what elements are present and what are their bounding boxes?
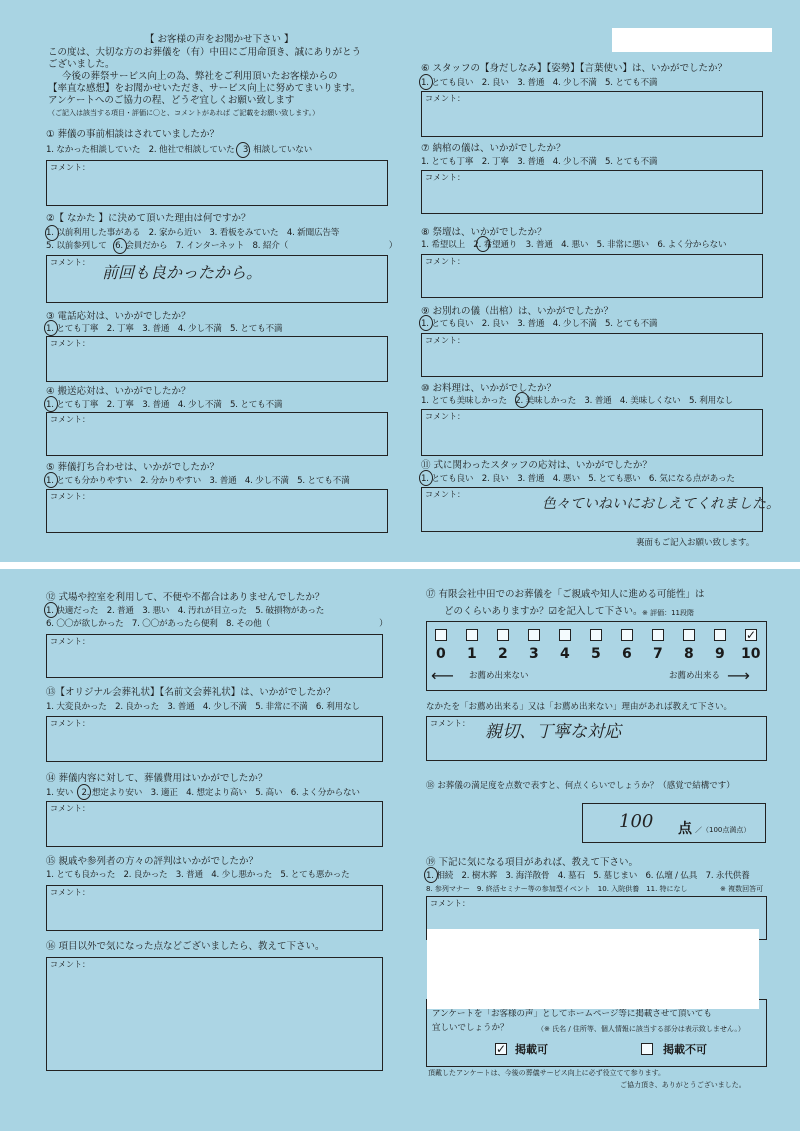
comment-label: コメント：: [50, 637, 90, 646]
scale-number: 9: [715, 646, 725, 662]
checkmark-icon: ✓: [746, 628, 757, 642]
scale-number: 7: [653, 646, 663, 662]
comment-box-6[interactable]: [421, 91, 763, 137]
scale-checkbox[interactable]: [683, 629, 695, 641]
scale-number: 1: [467, 646, 477, 662]
comment-label: コメント：: [425, 490, 465, 499]
question-13-options: 1. 大変良かった 2. 良かった 3. 普通 4. 少し不満 5. 非常に不満 6. 利用なし: [46, 702, 360, 712]
intro-line: 【率直な感想】をお聞かせいただき、サービス向上に努めてまいります。: [48, 83, 361, 94]
comment-box-12[interactable]: [46, 634, 383, 678]
question-15-options: 1. とても良かった 2. 良かった 3. 普通 4. 少し悪かった 5. とても悪かった: [46, 870, 350, 880]
question-8-options: 1. 希望以上 2. 希望通り 3. 普通 4. 悪い 5. 非常に悪い 6. よく分からない: [421, 240, 727, 250]
question-4: ④ 搬送応対は、いかがでしたか？: [46, 386, 191, 397]
comment-label: コメント：: [430, 719, 470, 728]
rating-note: ※ 評価：11段階: [642, 609, 694, 617]
arrow-right-icon: ⟶: [727, 666, 750, 685]
recommend-reason-prompt: なかたを「お薦め出来る」又は「お薦め出来ない」理由があれば教えて下さい。: [426, 702, 733, 712]
comment-label: コメント：: [425, 257, 465, 266]
comment-label: コメント：: [50, 258, 90, 267]
recommend-scale: [426, 621, 767, 691]
question-12: ⑫ 式場や控室を利用して、不便や不都合はありませんでしたか？: [46, 592, 325, 603]
answer-circle: [44, 396, 58, 412]
answer-circle: [419, 315, 433, 331]
question-10-options: 1. とても美味しかった 2. 美味しかった 3. 普通 4. 美味しくない 5. 利用なし: [421, 396, 733, 406]
answer-circle: [419, 470, 433, 486]
survey-page-front: [0, 0, 800, 562]
scale-checkbox[interactable]: [590, 629, 602, 641]
comment-label: コメント：: [50, 804, 90, 813]
question-11-options: 1. とても良い 2. 良い 3. 普通 4. 悪い 5. とても悪い 6. 気になる点があった: [421, 474, 735, 484]
answer-circle: [515, 392, 529, 408]
score-unit: 点: [678, 821, 692, 837]
answer-circle: [476, 236, 490, 252]
redacted-box: [612, 28, 772, 52]
scale-right-label: お薦め出来る: [669, 671, 721, 681]
intro-line: アンケートへのご協力の程、どうぞ宜しくお願い致します: [48, 95, 295, 106]
closing-thanks: ご協力頂き、ありがとうございました。: [620, 1081, 746, 1089]
comment-box-15[interactable]: [46, 885, 383, 931]
scale-number: 5: [591, 646, 601, 662]
publish-no-label: 掲載不可: [663, 1043, 707, 1056]
intro-line: この度は、大切な方のお葬儀を（有）中田にご用命頂き、誠にありがとう: [48, 47, 362, 58]
answer-circle: [113, 238, 127, 254]
question-17: ⑰ 有限会社中田でのお葬儀を「ご親戚や知人に進める可能性」は: [426, 589, 705, 600]
answer-circle: [419, 74, 433, 90]
comment-label: コメント：: [50, 888, 90, 897]
question-19-options: 1. 相続 2. 樹木葬 3. 海洋散骨 4. 墓石 5. 墓じまい 6. 仏壇 / 仏具 7. 永代供養: [426, 871, 750, 881]
question-6-options: 1. とても良い 2. 良い 3. 普通 4. 少し不満 5. とても不満: [421, 78, 658, 88]
question-12-options: 6. 〇〇が欲しかった 7. 〇〇があったら便利 8. その他（ ）: [46, 619, 388, 629]
question-7-options: 1. とても丁寧 2. 丁寧 3. 普通 4. 少し不満 5. とても不満: [421, 157, 658, 167]
scale-number: 6: [622, 646, 632, 662]
comment-label: コメント：: [50, 719, 90, 728]
question-13: ⑬【オリジナル会葬礼状】【名前文会葬礼状】は、いかがでしたか？: [46, 687, 336, 698]
comment-box-16[interactable]: [46, 957, 383, 1071]
comment-box-13[interactable]: [46, 716, 383, 762]
closing-note: 頂戴したアンケートは、今後の葬儀サービス向上に必ず役立てて参ります。: [428, 1069, 666, 1077]
question-7: ⑦ 納棺の儀は、いかがでしたか？: [421, 143, 566, 154]
scale-checkbox[interactable]: [466, 629, 478, 641]
comment-box-8[interactable]: [421, 254, 763, 298]
question-2-options: 1. 以前利用した事がある 2. 家から近い 3. 看板をみていた 4. 新聞広告等: [46, 228, 340, 238]
comment-label: コメント：: [425, 94, 465, 103]
multi-answer-note: ※ 複数回答可: [720, 885, 764, 893]
comment-box-9[interactable]: [421, 333, 763, 377]
question-2-options: 5. 以前参列して 6. 会員だから 7. インターネット 8. 紹介（ ）: [46, 241, 398, 251]
comment-label: コメント：: [50, 492, 90, 501]
comment-box-1[interactable]: [46, 160, 388, 206]
satisfaction-score-box[interactable]: [582, 803, 766, 843]
survey-page-back: [0, 569, 800, 1131]
intro-line: ございました。: [48, 59, 115, 70]
scale-number: 0: [436, 646, 446, 662]
question-9: ⑨ お別れの儀（出棺）は、いかがでしたか？: [421, 306, 614, 317]
comment-box-5[interactable]: [46, 489, 388, 533]
question-3: ③ 電話応対は、いかがでしたか？: [46, 311, 191, 322]
scale-checkbox[interactable]: [621, 629, 633, 641]
scale-number: 4: [560, 646, 570, 662]
question-14-options: 1. 安い 2. 想定より安い 3. 適正 4. 想定より高い 5. 高い 6. よく分からない: [46, 788, 360, 798]
publish-no-checkbox[interactable]: [641, 1043, 653, 1055]
comment-label: コメント：: [50, 960, 90, 969]
comment-box-3[interactable]: [46, 336, 388, 382]
handwritten-comment: 前回も良かったから。: [102, 263, 263, 282]
intro-note: （ご記入は該当する項目・評価に〇と、コメントがあれば ご記載をお願い致します。）: [48, 109, 320, 117]
question-3-options: 1. とても丁寧 2. 丁寧 3. 普通 4. 少し不満 5. とても不満: [46, 324, 283, 334]
handwritten-comment: 色々ていねいにおしえてくれました。: [542, 496, 780, 512]
question-8: ⑧ 祭壇は、いかがでしたか？: [421, 227, 547, 238]
survey-title: 【 お客様の声をお聞かせ下さい 】: [145, 34, 294, 45]
comment-box-17[interactable]: [426, 716, 767, 761]
comment-label: コメント：: [50, 163, 90, 172]
score-max: ／（100点満点）: [695, 826, 751, 834]
comment-label: コメント：: [430, 899, 470, 908]
intro-line: 今後の葬祭サービス向上の為、弊社をご利用頂いたお客様からの: [62, 71, 338, 82]
question-19-options: 8. 参列マナー 9. 終活セミナー等の参加型イベント 10. 入院供養 11. 特になし: [426, 885, 688, 893]
comment-label: コメント：: [50, 339, 90, 348]
question-19: ⑲ 下記に気になる項目があれば、教えて下さい。: [426, 857, 639, 868]
publish-permission-box: [426, 999, 767, 1067]
answer-circle: [236, 142, 250, 158]
privacy-note: （※ 氏名 / 住所等、個人情報に該当する部分は表示致しません。）: [537, 1025, 745, 1033]
question-1-options: 1. なかった相談していた 2. 他社で相談していた 3. 相談していない: [46, 145, 313, 155]
publish-question: アンケートを「お客様の声」としてホームページ等に掲載させて頂いても: [432, 1009, 712, 1019]
scale-checkbox[interactable]: [652, 629, 664, 641]
scale-checkbox[interactable]: [435, 629, 447, 641]
question-1: ① 葬儀の事前相談はされていましたか？: [46, 129, 220, 140]
scale-checkbox[interactable]: [497, 629, 509, 641]
question-15: ⑮ 親戚や参列者の方々の評判はいかがでしたか？: [46, 856, 259, 867]
answer-circle: [44, 602, 58, 618]
scale-number: 2: [498, 646, 508, 662]
question-18: ⑱ お葬儀の満足度を点数で表すと、何点くらいでしょうか？（感覚で結構です）: [426, 781, 735, 791]
answer-circle: [77, 784, 91, 800]
comment-label: コメント：: [425, 173, 465, 182]
publish-yes-label: 掲載可: [515, 1043, 548, 1056]
answer-circle: [45, 225, 59, 241]
comment-box-10[interactable]: [421, 409, 763, 456]
question-11: ⑪ 式に関わったスタッフの応対は、いかがでしたか？: [421, 460, 652, 471]
scale-checkbox[interactable]: [714, 629, 726, 641]
question-10: ⑩ お料理は、いかがでしたか？: [421, 383, 557, 394]
comment-label: コメント：: [425, 412, 465, 421]
question-4-options: 1. とても丁寧 2. 丁寧 3. 普通 4. 少し不満 5. とても不満: [46, 400, 283, 410]
publish-yes-checkbox[interactable]: [495, 1043, 507, 1055]
comment-label: コメント：: [425, 336, 465, 345]
scale-number: 10: [741, 646, 761, 662]
scale-checkbox[interactable]: [528, 629, 540, 641]
checkmark-icon: ✓: [496, 1042, 507, 1056]
scale-number: 3: [529, 646, 539, 662]
comment-box-4[interactable]: [46, 412, 388, 456]
question-9-options: 1. とても良い 2. 良い 3. 普通 4. 少し不満 5. とても不満: [421, 319, 658, 329]
answer-circle: [44, 472, 58, 488]
comment-box-7[interactable]: [421, 170, 763, 214]
answer-circle: [424, 867, 438, 883]
answer-circle: [44, 320, 58, 336]
scale-number: 8: [684, 646, 694, 662]
question-12-options: 1. 快適だった 2. 普通 3. 悪い 4. 汚れが目立った 5. 破損物があった: [46, 606, 325, 616]
question-6: ⑥ スタッフの【身だしなみ】【姿勢】【言葉使い】は、いかがでしたか？: [421, 63, 728, 74]
comment-box-14[interactable]: [46, 801, 383, 847]
question-5-options: 1. とても分かりやすい 2. 分かりやすい 3. 普通 4. 少し不満 5. とても不満: [46, 476, 350, 486]
satisfaction-score: 100: [619, 811, 654, 832]
comment-box-2[interactable]: [46, 255, 388, 303]
question-2: ②【 なかた 】に決めて頂いた理由は何ですか？: [46, 213, 251, 224]
question-14: ⑭ 葬儀内容に対して、葬儀費用はいかがでしたか？: [46, 773, 268, 784]
page-footer: 裏面もご記入お願い致します。: [636, 538, 755, 548]
arrow-left-icon: ⟵: [431, 666, 454, 685]
comment-box-11[interactable]: [421, 487, 780, 532]
scale-left-label: お薦め出来ない: [469, 671, 529, 681]
redacted-box: [427, 929, 759, 1009]
handwritten-comment: 親切、丁寧な対応: [485, 722, 621, 742]
publish-question: 宜しいでしょうか？: [432, 1023, 509, 1033]
question-17-sub: どのくらいありますか？☑を記入して下さい。: [444, 606, 643, 617]
scale-checkbox-checked[interactable]: [745, 629, 757, 641]
scale-checkbox[interactable]: [559, 629, 571, 641]
question-5: ⑤ 葬儀打ち合わせは、いかがでしたか？: [46, 462, 220, 473]
comment-label: コメント：: [50, 415, 90, 424]
question-16: ⑯ 項目以外で気になった点などございましたら、教えて下さい。: [46, 941, 325, 952]
